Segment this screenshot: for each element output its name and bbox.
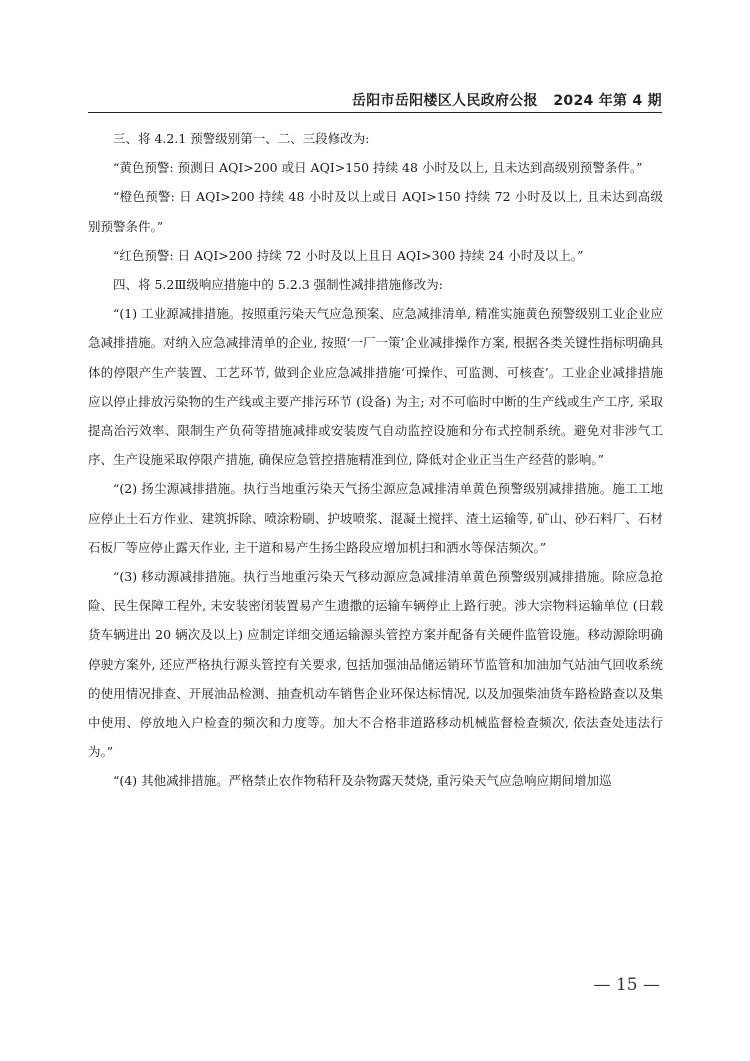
paragraph-orange-warning: “橙色预警: 日 AQI>200 持续 48 小时及以上或日 AQI>150 持续 72 小时及以上, 且未达到高级别预警条件。” <box>88 189 663 234</box>
paragraph-mobile-measures: “(3) 移动源减排措施。执行当地重污染天气移动源应急减排清单黄色预警级别减排措施。除应急抢险、民生保障工程外, 未安装密闭装置易产生遗撒的运输车辆停止上路行驶。涉大宗物料运输单位 (日载货车辆进出 20 辆次及以上) 应制定详细交通运输源头管控方案并配备有关硬件监管设施。移动源除明确停驶方案外, 还应严格执行源头管控有关要求, 包括加强油品储运销环节监管和加油加气站油气回收系统的使用情况排查、开展油品检测、抽查机动车销售企业环保达标情况, 以及加强柴油货车路检路查以及集中使用、停放地入户检查的频次和力度等。加大不合格非道路移动机械监督检查频次, 依法查处违法行为。” <box>88 569 663 760</box>
paragraph-red-warning: “红色预警: 日 AQI>200 持续 72 小时及以上且日 AQI>300 持续 24 小时及以上。” <box>113 247 584 263</box>
document-body <box>88 124 663 796</box>
header-text <box>352 90 662 110</box>
page-number: — 15 — <box>593 975 660 995</box>
header-title: 岳阳市岳阳楼区人民政府公报 <box>351 93 538 109</box>
header-issue: 2024 年第 4 期 <box>553 93 662 109</box>
paragraph-yellow-warning: “黄色预警: 预测日 AQI>200 或日 AQI>150 持续 48 小时及以上, 且未达到高级别预警条件。” <box>113 160 643 176</box>
paragraph-amendment-three: 三、将 4.2.1 预警级别第一、二、三段修改为: <box>113 131 370 146</box>
paragraph-industrial-measures: “(1) 工业源减排措施。按照重污染天气应急预案、应急减排清单, 精准实施黄色预警级别工业企业应急减排措施。对纳入应急减排清单的企业, 按照‘一厂一策’企业减排操作方案, 根据各类关键性指标明确具体的停限产生产装置、工艺环节, 做到企业应急减排措施‘可操作、可监测、可核查’。工业企业减排措施应以停止排放污染物的生产线或主要产排污环节 (设备) 为主; 对不可临时中断的生产线或生产工序, 采取提高治污效率、限制生产负荷等措施减排或安装废气自动监控设施和分布式控制系统。避免对非涉气工序、生产设施采取停限产措施, 确保应急管控措施精准到位, 降低对企业正当生产经营的影响。” <box>88 306 663 468</box>
paragraph-amendment-four: 四、将 5.2Ⅲ级响应措施中的 5.2.3 强制性减排措施修改为: <box>113 277 443 293</box>
page-header <box>88 86 662 113</box>
paragraph-other-measures: “(4) 其他减排措施。严格禁止农作物秸秆及杂物露天焚烧, 重污染天气应急响应期间增加巡 <box>113 773 612 789</box>
paragraph-dust-measures: “(2) 扬尘源减排措施。执行当地重污染天气扬尘源应急减排清单黄色预警级别减排措施。施工工地应停止土石方作业、建筑拆除、喷涂粉刷、护坡喷浆、混凝土搅拌、渣土运输等, 矿山、砂石料厂、石材石板厂等应停止露天作业, 主干道和易产生扬尘路段应增加机扫和洒水等保洁频次。” <box>88 481 663 555</box>
